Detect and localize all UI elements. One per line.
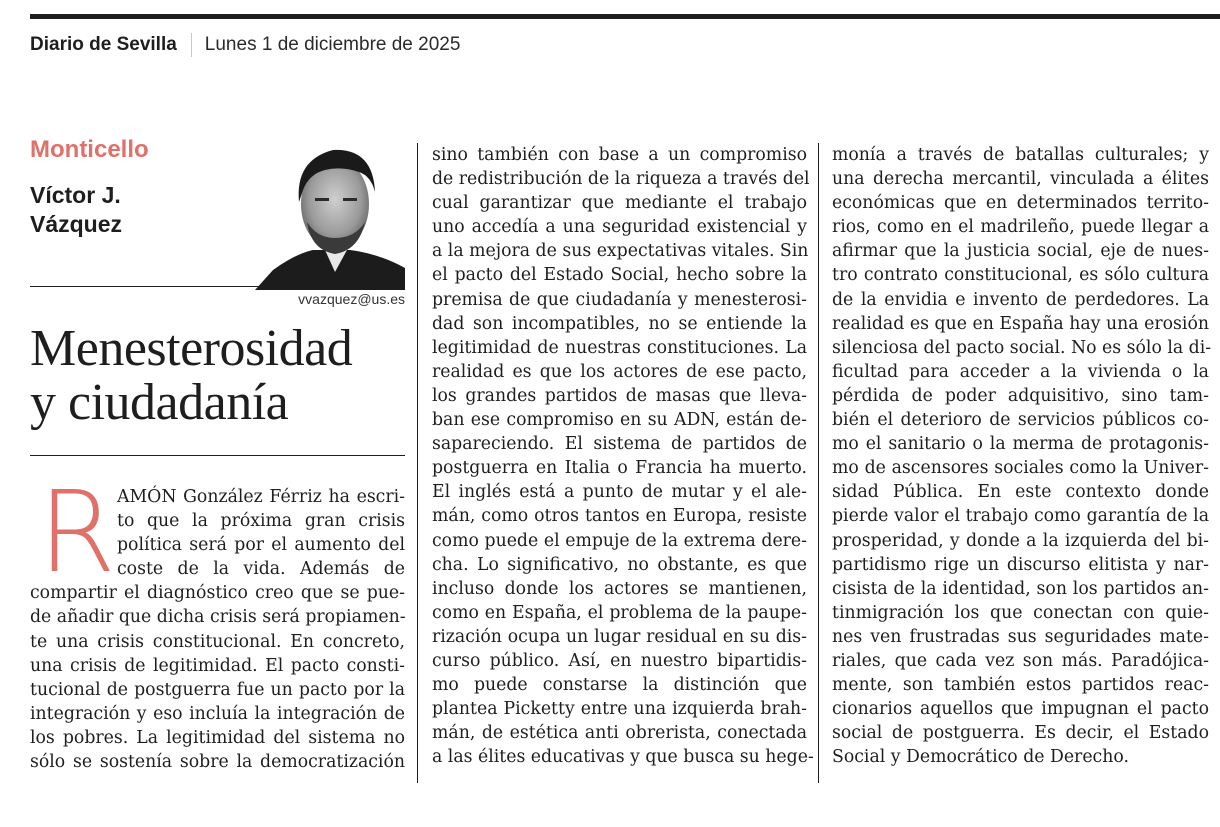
article-column-1 <box>30 468 406 774</box>
text-line: te una crisis constitucional. En concreto, <box>30 631 405 652</box>
text-line: dad son incompatibles, no se entiende la <box>432 313 807 334</box>
text-line: de la envidia e invento de perdedores. La <box>832 289 1209 310</box>
text-line: to que la próxima gran crisis <box>117 511 405 532</box>
text-line: legitimidad de nuestras constituciones. La <box>432 337 807 358</box>
text-line: ban ese compromiso en su ADN, están de- <box>432 410 807 431</box>
text-line: mo el sanitario o la merma de protagonis- <box>832 434 1209 455</box>
publication-date: Lunes 1 de diciembre de 2025 <box>204 34 461 55</box>
masthead-divider <box>191 33 192 57</box>
text-line: cha. Lo significativo, no obstante, es que <box>432 554 807 575</box>
text-line: uno accedía a una seguridad existencial y <box>432 217 807 238</box>
author-photo <box>255 142 405 290</box>
text-line: curso público. Así, en nuestro bipartidis- <box>432 650 807 671</box>
text-line: pérdida de poder adquisitivo, sino tam- <box>832 385 1209 406</box>
article-headline <box>30 322 405 430</box>
text-line: bién el deterioro de servicios públicos co- <box>832 410 1209 431</box>
text-line: sapareciendo. El sistema de partidos de <box>432 434 807 455</box>
text-line: riales, que cada vez son más. Paradójica- <box>832 650 1209 671</box>
text-line: Social y Democrático de Derecho. <box>832 747 1129 768</box>
text-line: tinmigración los que conectan con quie- <box>832 602 1209 623</box>
text-line: afirmar que la justicia social, eje de nues- <box>832 241 1209 262</box>
text-line: mán, como otros tantos en Europa, resiste <box>432 506 807 527</box>
text-line: compartir el diagnóstico creo que se pue- <box>30 583 405 604</box>
header-divider <box>30 286 405 287</box>
text-line: incluso donde los actores se mantienen, <box>432 578 807 599</box>
text-line: silenciosa del pacto social. No es sólo la di- <box>832 337 1212 358</box>
text-line: una derecha mercantil, vinculada a élites <box>832 169 1209 190</box>
text-line: mo puede constarse la distinción que <box>432 675 807 696</box>
text-line: sólo se sostenía sobre la democratización <box>30 752 405 773</box>
author-email[interactable]: vvazquez@us.es <box>298 291 405 307</box>
text-line: social de postguerra. Es decir, el Estado <box>832 723 1209 744</box>
text-line: sino también con base a un compromiso <box>432 145 807 165</box>
text-line: AMÓN González Férriz ha escri- <box>117 487 405 507</box>
text-line: monía a través de batallas culturales; y <box>832 145 1209 165</box>
text-line: el pacto del Estado Social, hecho sobre la <box>432 265 807 286</box>
text-line: una crisis de legitimidad. El pacto consti- <box>30 655 405 676</box>
text-line: premisa de que ciudadanía y menesterosi- <box>432 289 807 310</box>
text-line: mente, son también estos partidos reac- <box>832 675 1209 696</box>
text-line: integración y eso incluía la integración de <box>30 703 405 724</box>
author-name-line2: Vázquez <box>30 211 123 237</box>
article-column-3 <box>832 143 1212 769</box>
headline-divider <box>30 455 405 456</box>
text-line: de añadir que dicha crisis será propiamen- <box>30 607 406 628</box>
text-line: pierde valor el trabajo como garantía de la <box>832 506 1209 527</box>
text-line: los pobres. La legitimidad del sistema no <box>30 727 405 748</box>
text-line: política será por el aumento del <box>117 535 405 556</box>
text-line: como en España, el problema de la paupe- <box>432 602 807 623</box>
newspaper-name: Diario de Sevilla <box>30 34 177 55</box>
text-line: partidismo rige un discurso elitista y nar- <box>832 554 1209 575</box>
column-divider <box>417 143 418 783</box>
text-line: económicas que en determinados territo- <box>832 193 1209 214</box>
text-line: tucional de postguerra fue un pacto por la <box>30 679 405 700</box>
text-line: sidad Pública. En este contexto donde <box>832 482 1209 503</box>
text-line: nes ven frustradas sus seguridades mate- <box>832 626 1209 647</box>
text-line: mo de ascensores sociales como la Univer- <box>832 458 1209 479</box>
text-line: prosperidad, y donde a la izquierda del bi- <box>832 530 1209 551</box>
text-line: cual garantizar que mediante el trabajo <box>432 193 807 214</box>
text-line: rización ocupa un lugar residual en su dis- <box>432 626 807 647</box>
text-line: cionarios aquellos que impugnan el pacto <box>832 699 1209 720</box>
text-line: cisista de la identidad, son los partidos an- <box>832 578 1209 599</box>
column-1-text <box>30 581 405 774</box>
section-name: Monticello <box>30 136 149 163</box>
text-line: de redistribución de la riqueza a través del <box>432 169 810 190</box>
text-line: plantea Picketty entre una izquierda brah- <box>432 699 807 720</box>
text-line: mán, de estética anti obrerista, conectada <box>432 723 807 744</box>
author-name-line1: Víctor J. <box>30 182 121 208</box>
headline-line1: Menesterosidad <box>30 320 353 377</box>
text-line: coste de la vida. Además de <box>117 559 405 580</box>
text-line: tro contrato constitucional, es sólo cultura <box>832 265 1209 286</box>
drop-cap: R <box>38 468 116 598</box>
author-name <box>30 181 230 239</box>
text-line: a las élites educativas y que busca su hege- <box>432 747 814 768</box>
headline-line2: y ciudadanía <box>30 374 289 431</box>
text-line: rios, como en el madrileño, puede llegar a <box>832 217 1209 238</box>
masthead <box>30 32 460 58</box>
text-line: a la mejora de sus expectativas vitales. Sin <box>432 241 809 262</box>
text-line: realidad es que los actores de ese pacto, <box>432 361 807 382</box>
text-line: El inglés está a punto de mutar y el ale- <box>432 482 807 503</box>
text-line: como puede el empuje de la extrema dere- <box>432 530 807 551</box>
top-rule <box>30 14 1220 19</box>
text-line: realidad es que en España hay una erosión <box>832 313 1209 334</box>
column-divider <box>818 143 819 783</box>
text-line: postguerra en Italia o Francia ha muerto. <box>432 458 807 479</box>
article-column-2 <box>432 143 814 769</box>
text-line: ficultad para acceder a la vivienda o la <box>832 361 1209 382</box>
text-line: los grandes partidos de masas que lleva- <box>432 385 807 406</box>
